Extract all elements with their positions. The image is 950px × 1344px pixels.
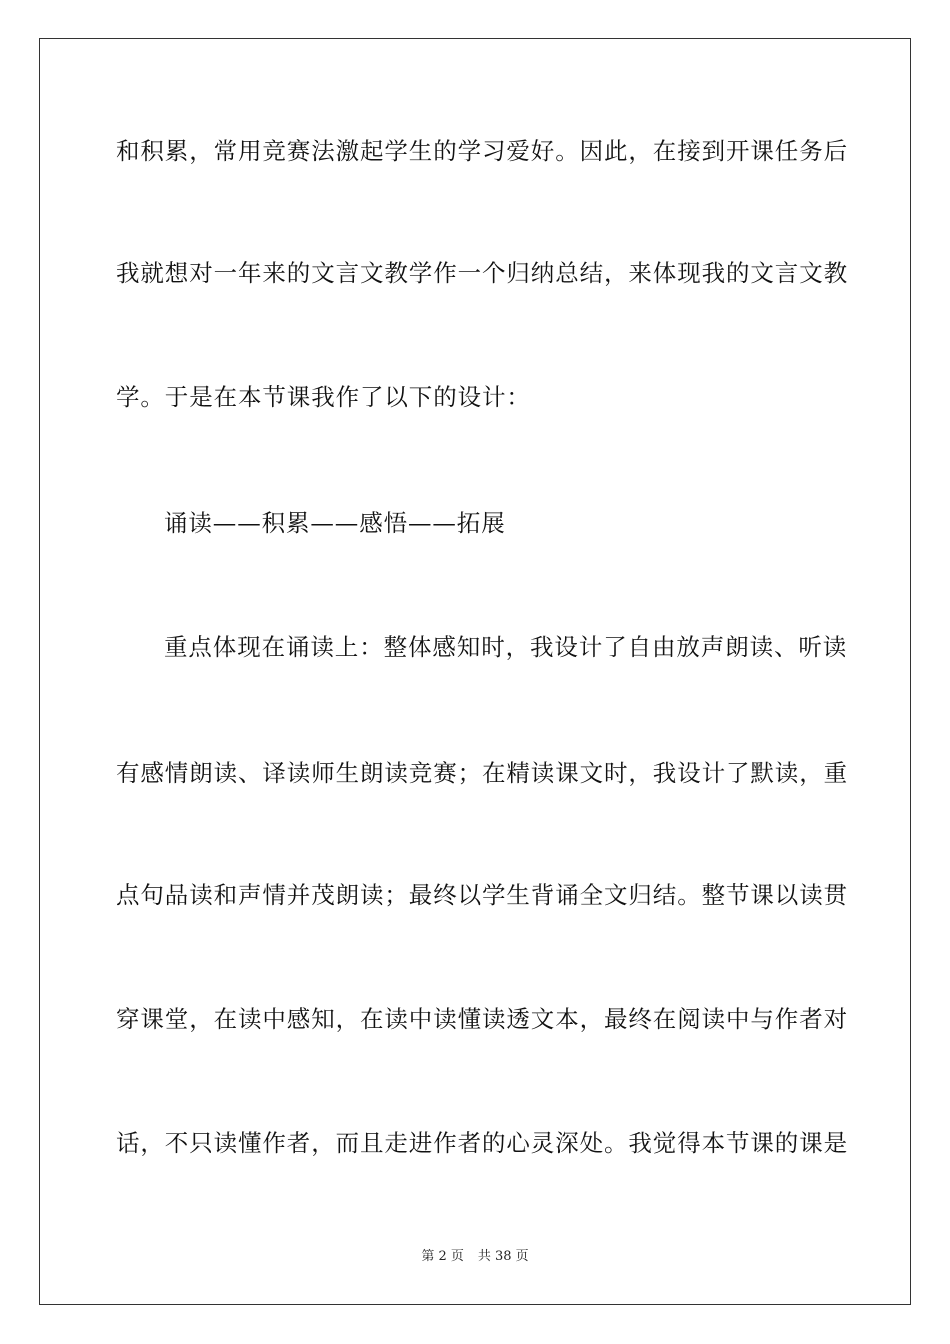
page-footer bbox=[0, 1248, 950, 1266]
body-text-line: 诵读——积累——感悟——拓展 bbox=[164, 509, 506, 537]
body-text-line: 重点体现在诵读上：整体感知时，我设计了自由放声朗读、听读 bbox=[164, 633, 848, 661]
page-border bbox=[39, 38, 911, 1305]
body-text-line: 和积累，常用竞赛法激起学生的学习爱好。因此，在接到开课任务后 bbox=[116, 137, 848, 165]
body-text-line: 有感情朗读、译读师生朗读竞赛；在精读课文时，我设计了默读，重 bbox=[116, 759, 848, 787]
body-text-line: 穿课堂，在读中感知，在读中读懂读透文本，最终在阅读中与作者对 bbox=[116, 1005, 848, 1033]
page-number: 第 2 页 bbox=[421, 1249, 464, 1264]
body-text-line: 我就想对一年来的文言文教学作一个归纳总结，来体现我的文言文教 bbox=[116, 259, 848, 287]
total-pages: 共 38 页 bbox=[477, 1249, 529, 1264]
body-text-line: 点句品读和声情并茂朗读；最终以学生背诵全文归结。整节课以读贯 bbox=[116, 881, 848, 909]
body-text-line: 话，不只读懂作者，而且走进作者的心灵深处。我觉得本节课的课是 bbox=[116, 1129, 848, 1157]
body-text-line: 学。于是在本节课我作了以下的设计： bbox=[116, 383, 531, 411]
